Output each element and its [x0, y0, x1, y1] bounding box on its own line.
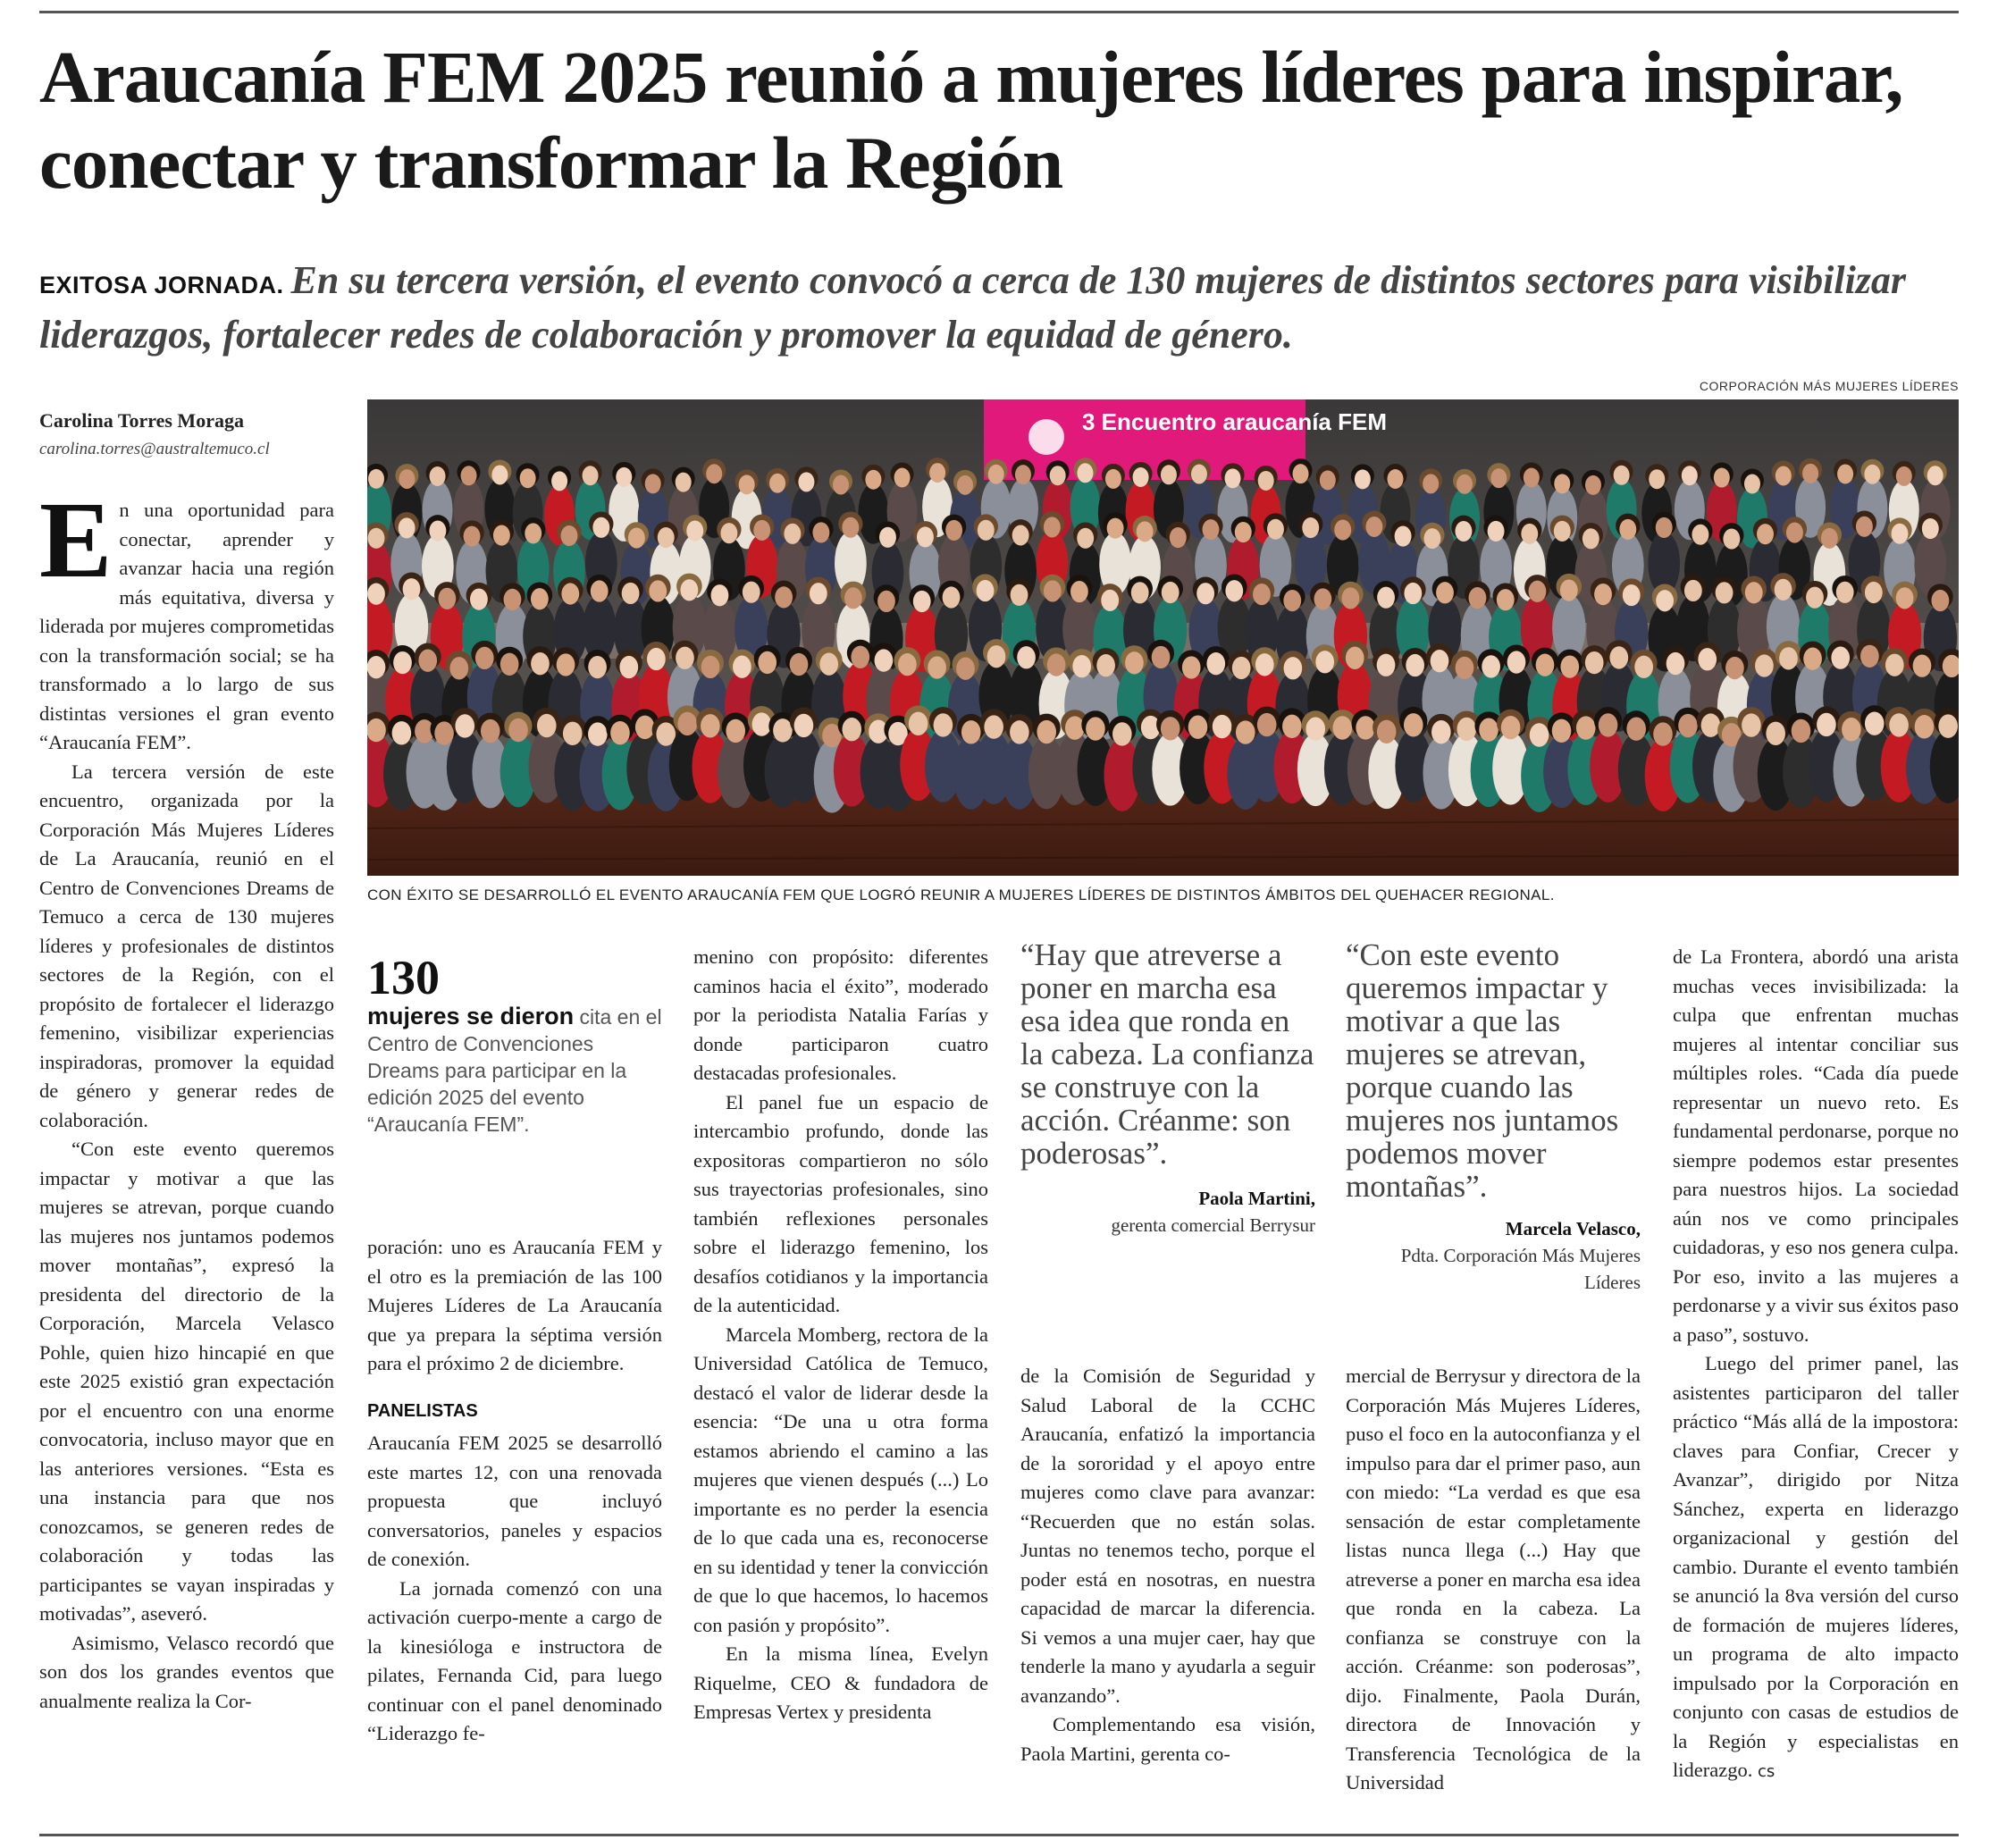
col2-paragraph-2: Araucanía FEM 2025 se desarrolló este martes 12, con una renovada propuesta que incluyó conversatorios, paneles y espacios de conexión.: [367, 1432, 662, 1570]
photo-credit: CORPORACIÓN MÁS MUJERES LÍDERES: [1699, 379, 1959, 393]
group-photo: [367, 399, 1959, 876]
author-email: carolina.torres@australtemuco.cl: [39, 440, 270, 458]
col4-paragraph-1: de la Comisión de Seguridad y Salud Laboral de la CCHC Araucanía, enfatizó la importancia de la sororidad y el apoyo entre mujeres como clave para avanzar: “Recuerden que no están solas. Juntas no tenemos techo, porque el poder está en nosotras, en nuestra capacidad de marcar la diferencia. Si vemos a una mujer caer, hay que tenderle la mano y ayudarla a seguir avanzando”.: [1020, 1365, 1315, 1707]
drop-cap: E: [39, 480, 113, 601]
column-1: [39, 480, 334, 1716]
lead-paragraph: [39, 256, 1960, 360]
col2-paragraph-1: poración: uno es Araucanía FEM y el otro es la premiación de las 100 Mujeres Líderes de La Araucanía que ya prepara la séptima versión para el próximo 2 de diciembre.: [367, 1236, 662, 1374]
col6-paragraph-2: Luego del primer panel, las asistentes participaron del taller práctico “Más allá de la impostora: claves para Confiar, Crecer y Avanzar”, dirigido por Nitza Sánchez, experta en liderazgo organizacional y gestión del cambio. Durante el evento también se anunció la 8va versión del curso de formación de mujeres líderes, un programa de alto impacto impulsado por la Corporación en conjunto con casas de estudios de la Región y especialistas en liderazgo. cs: [1673, 1352, 1959, 1781]
col5-paragraph-1: mercial de Berrysur y directora de la Corporación Más Mujeres Líderes, puso el foco en la autoconfianza y el impulso para dar el primer paso, aun con miedo: “La verdad es que esa sensación de estar completamente listas nunca llega (...) Hay que atreverse a poner en marcha esa idea que ronda en la cabeza. La confianza se construye con la acción. Créanme: son poderosas”, dijo. Finalmente, Paola Durán, directora de Innovación y Transferencia Tecnológica de la Universidad: [1346, 1365, 1641, 1793]
author-name: Carolina Torres Moraga: [39, 409, 244, 432]
col1-paragraph-2: La tercera versión de este encuentro, organizada por la Corporación Más Mujeres Líderes de La Araucanía, reunió en el Centro de Convenciones Dreams de Temuco a cerca de 130 mujeres líderes y profesionales de distintos sectores de la Región, con el propósito de fortalecer el liderazgo femenino, visibilizar experiencias inspiradoras, promover la equidad de género y generar redes de colaboración.: [39, 760, 334, 1131]
kicker: EXITOSA JORNADA.: [39, 272, 284, 298]
stat-bold: mujeres se dieron: [367, 1003, 575, 1029]
col3-paragraph-2: El panel fue un espacio de intercambio profundo, donde las expositoras compartieron no sólo sus trayectorias profesionales, sino también reflexiones personales sobre el liderazgo femenino, los desafíos cotidianos y la importancia de la autenticidad.: [693, 1090, 988, 1316]
pull-quote-1-attribution: [1020, 1185, 1315, 1239]
headline: Araucanía FEM 2025 reunió a mujeres líderes para inspirar, conectar y transformar la Región: [39, 36, 1903, 204]
stat-box: [367, 953, 662, 1138]
pull-quote-2: “Con este evento queremos impactar y motivar a que las mujeres se atrevan, porque cuando las mujeres nos juntamos podemos mover montañas”.: [1346, 937, 1619, 1204]
quote-2-role: Pdta. Corporación Más Mujeres Líderes: [1400, 1245, 1641, 1293]
quote-1-name: Paola Martini,: [1198, 1188, 1315, 1209]
banner-text: 3 Encuentro araucanía FEM: [1082, 408, 1387, 435]
col6-paragraph-1: de La Frontera, abordó una arista muchas veces invisibilizada: la culpa que enfrentan muchas mujeres al intentar conciliar sus múltiples roles. “Cada día puede representar un nuevo reto. Es fundamental perdonarse, porque no siempre podemos estar presentes para nuestros hijos. La sociedad aún nos ve como principales cuidadoras, y eso nos genera culpa. Por eso, invito a las mujeres a perdonarse y a vivir sus éxitos paso a paso”, sostuvo.: [1673, 945, 1959, 1346]
column-4: [1020, 1362, 1315, 1768]
stat-text: [367, 1003, 662, 1138]
column-6: [1673, 943, 1959, 1787]
pull-quote-2-attribution: [1346, 1215, 1641, 1296]
end-mark: cs: [1757, 1762, 1776, 1781]
photo-caption: CON ÉXITO SE DESARROLLÓ EL EVENTO ARAUCANÍA FEM QUE LOGRÓ REUNIR A MUJERES LÍDERES DE DISTINTOS ÁMBITOS DEL QUEHACER REGIONAL.: [367, 886, 1555, 903]
col3-paragraph-3: Marcela Momberg, rectora de la Universidad Católica de Temuco, destacó el valor de liderar desde la esencia: “De una u otra forma estamos abriendo el camino a las mujeres que vienen después (...) Lo importante es no perder la esencia de lo que cada una es, reconocerse en su identidad y tener la convicción de que lo que hacemos, lo hacemos con pasión y propósito”.: [693, 1323, 988, 1636]
col3-paragraph-1: menino con propósito: diferentes caminos hacia el éxito”, moderado por la periodista Natalia Farías y donde participaron cuatro destacadas profesionales.: [693, 945, 988, 1084]
column-5: [1346, 1362, 1641, 1798]
stat-number: 130: [367, 951, 440, 1004]
subhead-panelistas: PANELISTAS: [367, 1400, 478, 1421]
column-2: [367, 1233, 662, 1749]
lead-text: En su tercera versión, el evento convocó a cerca de 130 mujeres de distintos sectores para visibilizar liderazgos, fortalecer redes de colaboración y promover la equidad de género.: [39, 258, 1907, 357]
quote-2-name: Marcela Velasco,: [1505, 1218, 1641, 1239]
top-rule: [39, 11, 1959, 13]
quote-1-role: gerenta comercial Berrysur: [1111, 1214, 1315, 1236]
col4-paragraph-2: Complementando esa visión, Paola Martini, gerenta co-: [1020, 1713, 1315, 1765]
column-3: [693, 943, 988, 1727]
col1-paragraph-3: “Con este evento queremos impactar y motivar a que las mujeres se atrevan, porque cuando las mujeres nos juntamos podemos mover montañas”, expresó la presidenta del directorio de la Corporación, Marcela Velasco Pohle, quien hizo hincapié en que este 2025 existió gran expectación por el encuentro con una enorme convocatoria, incluso mayor que en las anteriores versiones. “Esta es una instancia para que nos conozcamos, se generen redes de colaboración y todas las participantes se vayan inspiradas y motivadas”, aseveró.: [39, 1138, 334, 1625]
col3-paragraph-4: En la misma línea, Evelyn Riquelme, CEO & fundadora de Empresas Vertex y presidenta: [693, 1642, 988, 1723]
col2-paragraph-3: La jornada comenzó con una activación cuerpo-mente a cargo de la kinesióloga e instructora de pilates, Fernanda Cid, para luego continuar con el panel denominado “Liderazgo fe-: [367, 1576, 662, 1744]
bottom-rule: [39, 1834, 1959, 1836]
col1-paragraph-4: Asimismo, Velasco recordó que son dos los grandes eventos que anualmente realiza la Cor-: [39, 1631, 334, 1712]
stat-rest: cita en el Centro de Convenciones Dreams para participar en la edición 2025 del evento “Araucanía FEM”.: [367, 1005, 662, 1136]
col1-paragraph-1: n una oportunidad para conectar, aprender y avanzar hacia una región más equitativa, diversa y liderada por mujeres comprometidas con la transformación social; se ha transformado a lo largo de sus distintas versiones el gran evento “Araucanía FEM”.: [39, 499, 334, 753]
byline: [39, 409, 334, 459]
pull-quote-1: “Hay que atreverse a poner en marcha esa esa idea que ronda en la cabeza. La confianza se construye con la acción. Créanme: son poderosas”.: [1020, 937, 1314, 1171]
